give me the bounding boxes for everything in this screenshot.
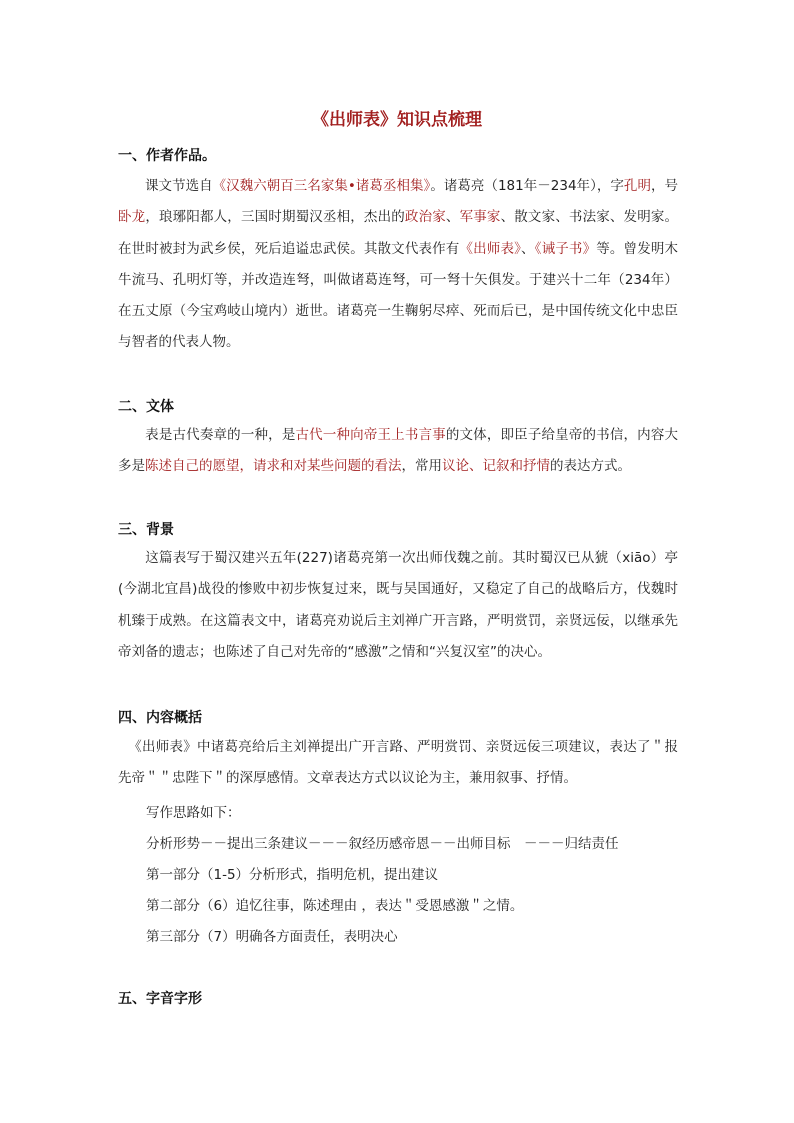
highlight-hao: 卧龙 [118,209,146,226]
highlight-expression: 议论、记叙和抒情 [442,458,550,475]
highlight-strategist: 军事家 [459,209,501,226]
paragraph-author [118,171,678,359]
text: 、 [445,209,460,226]
highlight-zi: 孔明 [623,178,651,194]
highlight-work-2: 《诫子书》 [534,240,597,257]
text: 的表达方式。 [550,458,631,475]
list-item: 第三部分（7）明确各方面责任，表明决心 [146,929,398,945]
highlight-definition: 古代一种向帝王上书言事 [295,427,446,443]
text: 、 [521,240,535,257]
highlight-source: 《汉魏六朝百三名家集•诸葛丞相集》 [212,178,431,194]
text: ，琅琊阳都人，三国时期蜀汉丞相，杰出的 [145,209,405,226]
text: 表是古代奏章的一种，是 [145,427,296,443]
section-heading-genre: 二、文体 [118,399,174,415]
text: 。诸葛亮（181年－234年），字 [430,178,624,194]
highlight-content: 陈述自己的愿望，请求和对某些问题的看法 [145,458,402,475]
list-item: 第一部分（1-5）分析形式，指明危机，提出建议 [146,867,439,883]
text: 《出师表》中诸葛亮给后主刘禅提出广开言路、严明赏罚、亲贤远佞三项建议，表达了＂报先帝＂＂忠陛下＂的深厚感情。文章表达方式以议论为主，兼用叙事、抒情。 [118,739,678,787]
section-heading-pronunciation: 五、字音字形 [118,991,202,1007]
list-item: 写作思路如下： [146,805,241,821]
page-title: 《出师表》知识点梳理 [312,110,482,130]
text: ，号 [650,178,679,194]
text: 、散文家、书法家、发明家。在世时被封为武乡侯，死后追谥忠武侯。其散文代表作有 [118,209,679,257]
text: 等。曾发明木牛流马、孔明灯等，并改造连弩，叫做诸葛连弩，可一弩十矢俱发。于建兴十二年（234年）在五丈原（今宝鸡岐山境内）逝世。诸葛亮一生鞠躬尽瘁、死而后已，是中国传统文化中忠臣与智者的代表人物。 [118,240,679,351]
list-item: 第二部分（6）追忆往事，陈述理由 ，表达＂受恩感激＂之情。 [146,898,524,914]
paragraph-background [118,543,678,668]
list-item: 分析形势－－提出三条建议－－－叙经历感帝恩－－出师目标 －－－归结责任 [146,836,619,852]
text: 这篇表写于蜀汉建兴五年(227)诸葛亮第一次出师伐魏之前。其时蜀汉已从猇（xiāo）亭(今湖北宜昌)战役的惨败中初步恢复过来，既与吴国通好，又稳定了自己的战略后方，伐魏时机臻于成熟。在这篇表文中，诸葛亮劝说后主刘禅广开言路，严明赏罚，亲贤远佞，以继承先帝刘备的遗志；也陈述了自己对先帝的“感激”之情和“兴复汉室”的决心。 [118,550,678,660]
paragraph-summary [118,732,678,795]
text: 课文节选自 [145,178,213,194]
section-heading-summary: 四、内容概括 [118,710,202,726]
section-heading-author: 一、作者作品。 [118,148,216,164]
section-heading-background: 三、背景 [118,522,174,538]
paragraph-genre [118,420,678,483]
text: 的文体，即臣子给皇帝的书信，内容大多是 [118,427,679,475]
highlight-work-1: 《出师表》 [459,240,522,257]
text: ，常用 [401,458,442,475]
highlight-politician: 政治家 [404,209,446,226]
